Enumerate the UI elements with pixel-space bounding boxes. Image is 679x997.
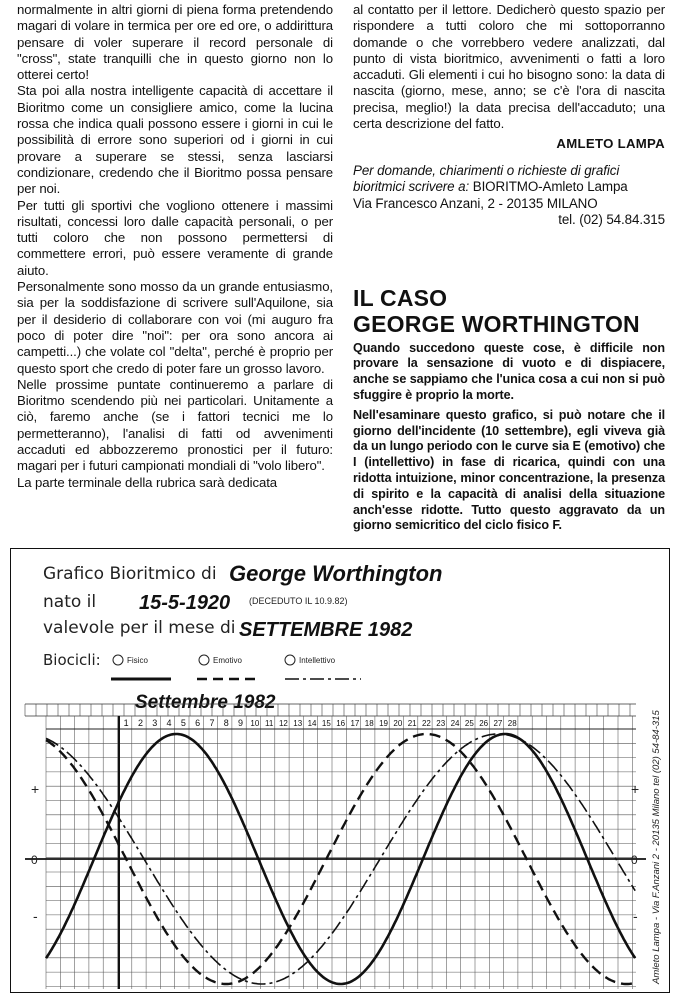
day-label: 9 [238,718,244,728]
day-label: 25 [464,719,474,728]
chart-person-name: George Worthington [229,561,443,586]
day-label: 16 [336,719,346,728]
day-label: 28 [507,719,517,728]
contact-org: BIORITMO-Amleto Lampa [472,179,628,195]
left-column [17,2,333,491]
axis-plus-label: + [31,781,40,797]
axis-zero-label: 0 [31,853,38,867]
day-label: 14 [307,719,317,728]
right-column [353,2,665,534]
chart-grid [25,704,646,989]
paragraph: Nelle prossime puntate continueremo a parlare di Bioritmo scendendo più nei particolari. Unitamente a ciò, faremo anche (se i fattori tecnici me lo permetteranno), l'analisi di fatti od avvenimenti accaduti ed abbozzeremo pronostici per il futuro: magari per i futuri campionati mondiali di "volo libero". [17,376,333,474]
day-label: 19 [379,719,389,728]
day-label: 5 [180,718,186,728]
day-label: 18 [364,719,374,728]
chart-death-note: (DECEDUTO IL 10.9.82) [249,596,348,606]
paragraph: La parte terminale della rubrica sarà dedicata [17,474,278,490]
chart-valid-label: valevole per il mese di [43,618,236,638]
axis-zero-label-right: 0 [631,853,638,867]
day-label: 13 [293,719,303,728]
day-label: 27 [493,719,503,728]
lead-paragraph: Quando succedono queste cose, è difficile non provare la sensazione di vuoto e di dispiacere, anche se sappiamo che l'unica cosa a cui non si può sfuggire è proprio la morte. [353,340,665,403]
legend-title: Biocicli: [43,651,101,669]
day-label: 11 [264,719,274,728]
day-label: 10 [250,719,260,728]
contact-intro: Per domande, chiarimenti o richieste di grafici bioritmici scrivere a: [353,162,620,195]
axis-minus-label-right: - [633,908,638,924]
day-labels [124,718,518,728]
headline-line: IL CASO [353,284,448,311]
contact-box [353,163,665,229]
day-label: 4 [166,718,172,728]
legend-label-fisico: Fisico [127,656,148,665]
chart-svg [11,549,668,991]
paragraph: Personalmente sono mosso da un grande entusiasmo, sia per la soddisfazione di scrivere sull'Aquilone, sia per il desiderio di collaborare con voi (mi auguro fra poco di poter dire "noi": per ora sono ancora ai campetti...) che volate col "delta", perché è proprio per questo sport che credo di poter fare un grosso lavoro. [17,279,333,376]
day-label: 21 [407,719,417,728]
day-label: 3 [152,718,158,728]
day-label: 6 [195,718,201,728]
paragraph: al contatto per il lettore. Dedicherò questo spazio per rispondere a tutti coloro che mi sottoporranno domande o che vorrebbero vedere analizzati, dal punto di vista bioritmico, avvenimenti o fatti a loro accaduti. Gli elementi i cui ho bisogno sono: la data di nascita (giorno, mese, anno; se c'è l'ora di nascita precisa, meglio!) la data precisa dell'accaduto; una certa descrizione del fatto. [353,2,665,132]
chart-month: SETTEMBRE 1982 [239,619,413,641]
grid-title: Settembre 1982 [135,692,276,713]
day-label: 1 [123,718,129,728]
day-label: 24 [450,719,460,728]
day-label: 8 [223,718,229,728]
axis-minus-label: - [33,908,38,924]
legend-circle-icon [113,655,123,665]
day-label: 12 [278,719,288,728]
author-signature: AMLETO LAMPA [556,136,665,152]
day-label: 22 [421,719,431,728]
legend-circle-icon [199,655,209,665]
chart-born-label: nato il [43,592,97,612]
paragraph: Per tutti gli sportivi che vogliono ottenere i massimi risultati, concessi loro dalle capacità personali, o per tutti coloro che non possono permettersi di commettere errori, può essere veramente di grande aiuto. [17,197,333,278]
article-headline [353,285,665,337]
axis-plus-label-right: + [631,781,640,797]
legend-label-intellettivo: Intellettivo [299,656,336,665]
day-label: 15 [321,719,331,728]
chart-header-label: Grafico Bioritmico di [43,564,217,584]
legend-label-emotivo: Emotivo [213,656,242,665]
biorhythm-chart [10,548,670,993]
paragraph: normalmente in altri giorni di piena forma pretendendo magari di volare in termica per ore ed ore, o addirittura pensare di voler superare il record personale di "cross", state tranquilli che in questo giorno non lo otterei certo! [17,2,333,83]
contact-tel: tel. (02) 54.84.315 [558,212,665,228]
contact-address: Via Francesco Anzani, 2 - 20135 MILANO [353,195,598,211]
day-label: 23 [436,719,446,728]
day-label: 17 [350,719,360,728]
lead-paragraph: Nell'esaminare questo grafico, si può notare che il giorno dell'incidente (10 settembre), egli viveva già da un lungo periodo con le curve sia E (emotivo) che I (intellettivo) in fase di ricarica, quindi con una ridotta intuizione, minor concentrazione, la presenza di spirito e la capacità di analisi della situazione anch'esse ridotte. Tutto questo aggravato da un giorno semicritico del ciclo fisico F. [353,407,665,533]
chart-side-note: Amleto Lampa - Via F.Anzani 2 - 20135 Milano tel (02) 54-84-315 [651,710,662,984]
paragraph: Sta poi alla nostra intelligente capacità di accettare il Bioritmo come un consigliere amico, come la lucina rossa che indica quali possono essere i giorni in cui le possibilità di errore sono superiori od i giorni in cui provare a superare se stessi, senza lasciarsi condizionare, credendo che il Bioritmo possa pensare per noi. [17,83,333,197]
chart-birth-date: 15-5-1920 [139,592,231,614]
day-label: 2 [137,718,143,728]
day-label: 7 [209,718,215,728]
day-label: 20 [393,719,403,728]
day-label: 26 [479,719,489,728]
headline-line: GEORGE WORTHINGTON [353,310,640,337]
legend-circle-icon [285,655,295,665]
